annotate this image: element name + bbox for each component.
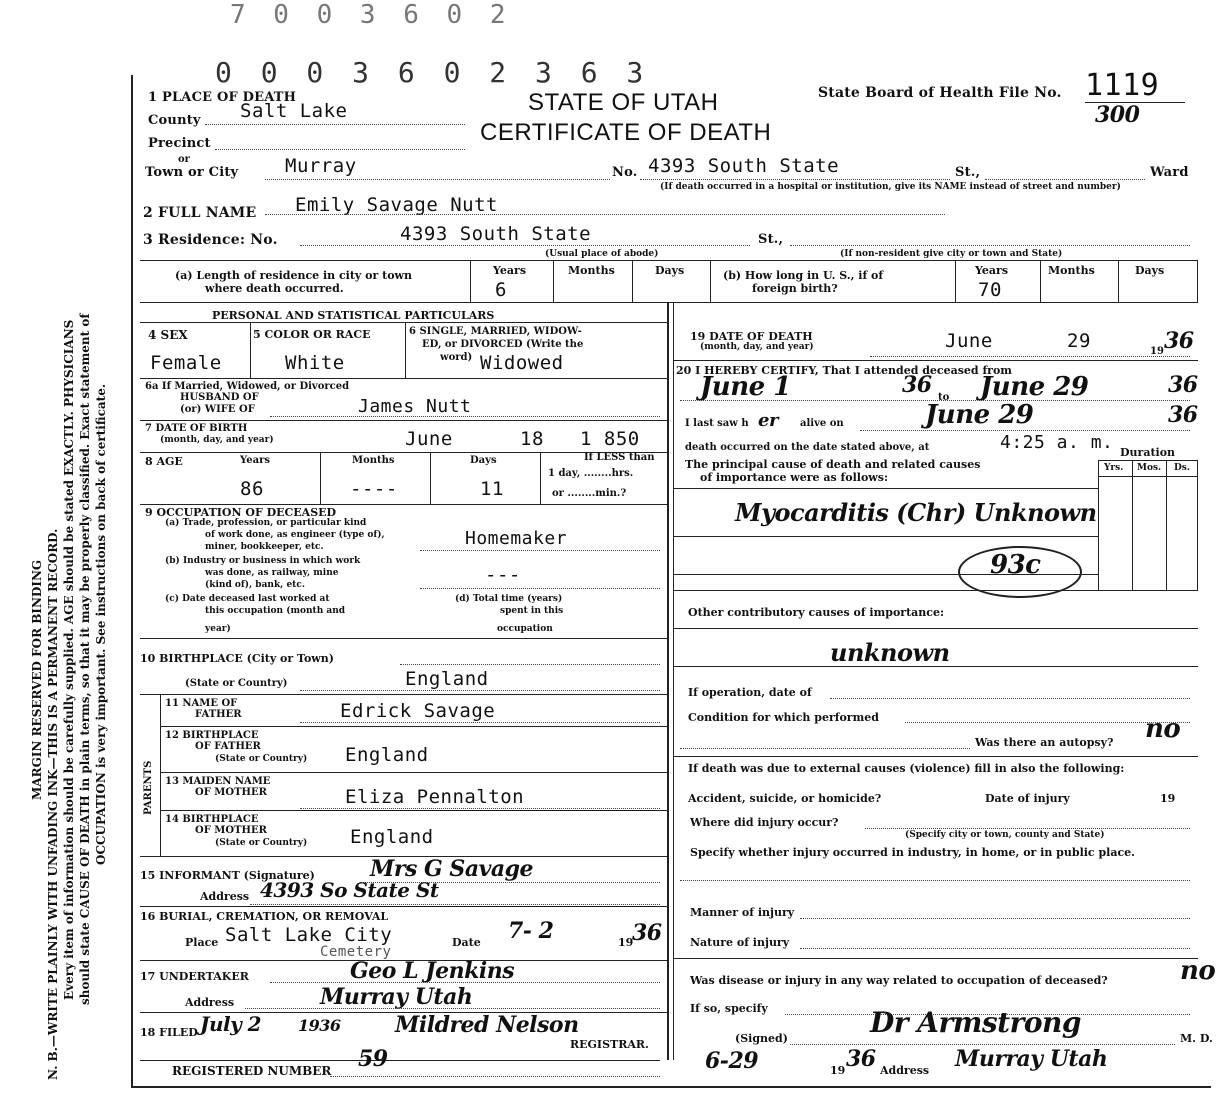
industry-value: ---: [485, 564, 521, 586]
dob-label-b: (month, day, and year): [160, 435, 274, 445]
mother-label-a: 13 MAIDEN NAME: [165, 776, 271, 787]
hospital-note: (If death occurred in a hospital or institution, give its NAME instead of street and number): [660, 182, 1121, 192]
burial-place-2: Cemetery: [320, 944, 392, 960]
accident-label: Accident, suicide, or homicide?: [688, 792, 882, 805]
full-name-label: 2 FULL NAME: [143, 205, 257, 221]
mother-birthplace-value: England: [350, 826, 434, 848]
margin-nb-line2: Every item of information should be carefully supplied. AGE should be stated EXACTLY. PHYSICIANS: [62, 319, 76, 1000]
dod-year: 36: [1164, 328, 1194, 354]
burial-year: 36: [632, 920, 662, 946]
age-years-header: Years: [240, 455, 271, 466]
signed-label: (Signed): [735, 1032, 788, 1045]
spouse-label-a: 6a If Married, Widowed, or Divorced: [145, 381, 350, 392]
registered-number: 59: [358, 1046, 388, 1072]
filed-date: July 2: [200, 1012, 262, 1036]
us-label-a: (b) How long in U. S., if of: [723, 269, 884, 282]
occupation-related-label: Was disease or injury in any way related to occupation of deceased?: [690, 974, 1108, 987]
father-label-a: 11 NAME OF: [165, 698, 238, 709]
undertaker-signature: Geo L Jenkins: [350, 958, 515, 984]
autopsy-label: Was there an autopsy?: [975, 736, 1114, 749]
mother-bp-a: 14 BIRTHPLACE: [165, 814, 259, 825]
informant-signature: Mrs G Savage: [370, 856, 533, 882]
injury-date-label: Date of injury: [985, 792, 1070, 805]
last-saw-her: er: [758, 410, 778, 431]
stamped-number: 0 0 0 3 6 0 2 3 6 3: [215, 56, 650, 89]
burial-year-prefix: 19: [618, 936, 634, 949]
dod-day: 29: [1067, 330, 1091, 352]
operation-label: If operation, date of: [688, 686, 812, 699]
last-saw-label: I last saw h: [685, 418, 749, 429]
physician-address-label: Address: [880, 1064, 930, 1077]
ward-label: Ward: [1150, 165, 1189, 180]
county-value: Salt Lake: [240, 100, 348, 122]
occ-b3: (kind of), bank, etc.: [205, 580, 305, 590]
occ-a2: of work done, as engineer (type of),: [205, 530, 385, 540]
contributory-label: Other contributory causes of importance:: [688, 606, 945, 619]
town-label: Town or City: [145, 165, 239, 180]
us-years-value: 70: [978, 279, 1002, 301]
undertaker-address: Murray Utah: [320, 984, 473, 1010]
injury-year-prefix: 19: [1160, 792, 1176, 805]
undertaker-label: 17 UNDERTAKER: [140, 970, 249, 983]
file-number: 1119: [1085, 68, 1160, 103]
if-so-label: If so, specify: [690, 1002, 768, 1015]
occ-c2: this occupation (month and: [205, 606, 346, 616]
informant-address-label: Address: [200, 890, 250, 903]
burial-date-label: Date: [452, 936, 481, 949]
mother-bp-b: OF MOTHER: [195, 825, 267, 836]
attend-to: June 29: [980, 372, 1089, 402]
less-than-b: 1 day, ........hrs.: [548, 468, 634, 479]
physician-address: Murray Utah: [955, 1046, 1108, 1072]
dod-label-b: (month, day, and year): [700, 342, 814, 352]
dod-month: June: [945, 330, 993, 352]
sex-label: 4 SEX: [148, 328, 188, 342]
occupation-label: 9 OCCUPATION OF DECEASED: [145, 506, 337, 519]
length-residence-label-a: (a) Length of residence in city or town: [175, 269, 413, 282]
external-label: If death was due to external causes (violence) fill in also the following:: [688, 762, 1125, 775]
occ-d3: occupation: [497, 624, 553, 634]
spouse-label-c: (or) WIFE OF: [180, 404, 255, 415]
town-value: Murray: [285, 155, 357, 177]
age-months: ----: [350, 478, 398, 500]
days-header: Days: [655, 264, 685, 277]
age-days: 11: [480, 478, 504, 500]
sign-year-prefix: 19: [830, 1064, 846, 1077]
occ-a3: miner, bookkeeper, etc.: [205, 542, 324, 552]
county-label: County: [148, 113, 201, 128]
filed-label: 18 FILED: [140, 1026, 198, 1039]
informant-address: 4393 So State St: [260, 878, 439, 902]
sign-date: 6-29: [705, 1048, 759, 1074]
marital-label-c: word): [440, 352, 473, 363]
physician-signature: Dr Armstrong: [870, 1006, 1081, 1039]
manner-label: Manner of injury: [690, 906, 795, 919]
us-label-b: foreign birth?: [752, 282, 838, 295]
certify-label: 20 I HEREBY CERTIFY, That I attended deceased from: [676, 364, 1012, 377]
dob-year: 1 850: [580, 428, 640, 450]
attend-from-year: 36: [902, 372, 932, 398]
duration-header: Duration: [1120, 446, 1176, 459]
cause-of-death: Myocarditis (Chr) Unknown: [735, 498, 1097, 527]
cause-label-b: of importance were as follows:: [700, 471, 888, 484]
burial-place-label: Place: [185, 936, 219, 949]
registrar-signature: Mildred Nelson: [395, 1012, 579, 1038]
dob-label-a: 7 DATE OF BIRTH: [145, 423, 248, 434]
faint-top-number: 7 0 0 3 6 0 2: [230, 0, 512, 30]
undertaker-address-label: Address: [185, 996, 235, 1009]
alive-on-label: alive on: [800, 418, 844, 429]
street-value: 4393 South State: [648, 155, 840, 177]
occupation-value: Homemaker: [465, 528, 568, 549]
age-days-header: Days: [470, 455, 497, 466]
filed-year: 1936: [298, 1016, 341, 1035]
death-time: 4:25 a. m.: [1000, 432, 1114, 453]
or-label: or: [178, 154, 190, 165]
less-than-c: or ........min.?: [552, 488, 627, 499]
nonresident-note: (If non-resident give city or town and State): [840, 249, 1063, 259]
dob-month: June: [405, 428, 453, 450]
spouse-value: James Nutt: [358, 396, 472, 417]
condition-label: Condition for which performed: [688, 711, 879, 724]
yrs-header: Yrs.: [1104, 463, 1124, 473]
street-no-label: No.: [612, 165, 638, 180]
place-of-death-label: 1 PLACE OF DEATH: [148, 90, 297, 105]
registered-number-label: REGISTERED NUMBER: [172, 1064, 332, 1078]
margin-binding-note: MARGIN RESERVED FOR BINDING: [30, 559, 44, 800]
burial-date: 7- 2: [508, 918, 554, 944]
mother-bp-c: (State or Country): [215, 838, 308, 848]
to-label: to: [938, 392, 950, 403]
color-label: 5 COLOR OR RACE: [253, 328, 371, 341]
where-injury-label: Where did injury occur?: [690, 816, 839, 829]
occ-b1: (b) Industry or business in which work: [165, 556, 361, 566]
father-value: Edrick Savage: [340, 700, 496, 722]
occ-b2: was done, as railway, mine: [205, 568, 339, 578]
margin-nb-line1: N. B.—WRITE PLAINLY WITH UNFADING INK—THIS IS A PERMANENT RECORD.: [46, 528, 60, 1080]
contributory-cause: unknown: [830, 638, 950, 667]
father-bp-b: OF FATHER: [195, 741, 261, 752]
file-label: State Board of Health File No.: [818, 85, 1062, 101]
mos-header: Mos.: [1137, 463, 1162, 473]
cause-code: 93c: [990, 550, 1041, 580]
occ-d2: spent in this: [500, 606, 564, 616]
father-bp-a: 12 BIRTHPLACE: [165, 730, 259, 741]
dod-year-prefix: 19: [1150, 346, 1164, 357]
mother-value: Eliza Pennalton: [345, 786, 525, 808]
occ-a1: (a) Trade, profession, or particular kind: [165, 518, 367, 528]
residence-value: 4393 South State: [400, 223, 592, 245]
precinct-label: Precinct: [148, 136, 211, 151]
nature-label: Nature of injury: [690, 936, 790, 949]
occupation-related-value: no: [1180, 956, 1216, 986]
margin-nb-line4: OCCUPATION is very important. See instructions on back of certificate.: [94, 383, 108, 865]
residence-st-label: St.,: [758, 232, 784, 247]
marital-value: Widowed: [480, 352, 564, 374]
months-header: Months: [568, 264, 615, 277]
occurred-label: death occurred on the date stated above, at: [685, 442, 930, 453]
age-months-header: Months: [352, 455, 395, 466]
residence-label: 3 Residence: No.: [143, 232, 278, 248]
dod-label-a: 19 DATE OF DEATH: [690, 330, 813, 343]
length-residence-label-b: where death occurred.: [205, 282, 344, 295]
age-label: 8 AGE: [145, 455, 183, 468]
sign-year: 36: [846, 1046, 876, 1072]
where-injury-note: (Specify city or town, county and State): [905, 830, 1105, 840]
spouse-label-b: HUSBAND OF: [180, 392, 259, 403]
color-value: White: [285, 352, 345, 374]
parents-label: PARENTS: [143, 760, 154, 815]
title-certificate: CERTIFICATE OF DEATH: [480, 119, 772, 146]
burial-label: 16 BURIAL, CREMATION, OR REMOVAL: [140, 910, 389, 923]
title-state: STATE OF UTAH: [528, 89, 719, 116]
father-birthplace-value: England: [345, 744, 429, 766]
birthplace-value: England: [405, 668, 489, 690]
marital-label-b: ED, or DIVORCED (Write the: [422, 339, 584, 350]
occ-d1: (d) Total time (years): [455, 594, 563, 604]
mother-label-b: OF MOTHER: [195, 787, 267, 798]
years-header: Years: [493, 264, 527, 277]
birthplace-label: 10 BIRTHPLACE (City or Town): [140, 652, 334, 665]
birthplace-state-label: (State or Country): [185, 678, 288, 689]
registrar-label: REGISTRAR.: [570, 1038, 649, 1051]
burial-place: Salt Lake City: [225, 924, 393, 946]
occ-c3: year): [205, 624, 231, 634]
attend-to-year: 36: [1168, 372, 1198, 398]
father-label-b: FATHER: [195, 709, 242, 720]
us-months-header: Months: [1048, 264, 1095, 277]
sex-value: Female: [150, 352, 222, 374]
age-years: 86: [240, 478, 264, 500]
attend-from: June 1: [700, 372, 791, 402]
md-label: M. D.: [1180, 1032, 1213, 1045]
father-bp-c: (State or Country): [215, 754, 308, 764]
cause-label-a: The principal cause of death and related causes: [685, 458, 981, 471]
residence-years-value: 6: [495, 279, 507, 301]
informant-label: 15 INFORMANT (Signature): [140, 869, 315, 882]
margin-nb-line3: should state CAUSE OF DEATH in plain terms, so that it may be properly classified. Exact statement of: [78, 313, 92, 1005]
occ-c1: (c) Date deceased last worked at: [165, 594, 330, 604]
autopsy-value: no: [1145, 714, 1181, 744]
marital-label-a: 6 SINGLE, MARRIED, WIDOW-: [409, 326, 582, 337]
last-saw-year: 36: [1168, 402, 1198, 428]
last-saw-date: June 29: [925, 400, 1034, 430]
ds-header: Ds.: [1174, 463, 1191, 473]
less-than-a: If LESS than: [584, 452, 655, 463]
file-sub-number: 300: [1095, 102, 1140, 128]
full-name-value: Emily Savage Nutt: [295, 194, 498, 216]
us-years-header: Years: [975, 264, 1009, 277]
us-days-header: Days: [1135, 264, 1165, 277]
st-label: St.,: [955, 165, 981, 180]
specify-place-label: Specify whether injury occurred in industry, in home, or in public place.: [690, 846, 1135, 859]
personal-section-title: PERSONAL AND STATISTICAL PARTICULARS: [212, 309, 495, 322]
usual-abode-note: (Usual place of abode): [545, 249, 659, 259]
dob-day: 18: [520, 428, 544, 450]
